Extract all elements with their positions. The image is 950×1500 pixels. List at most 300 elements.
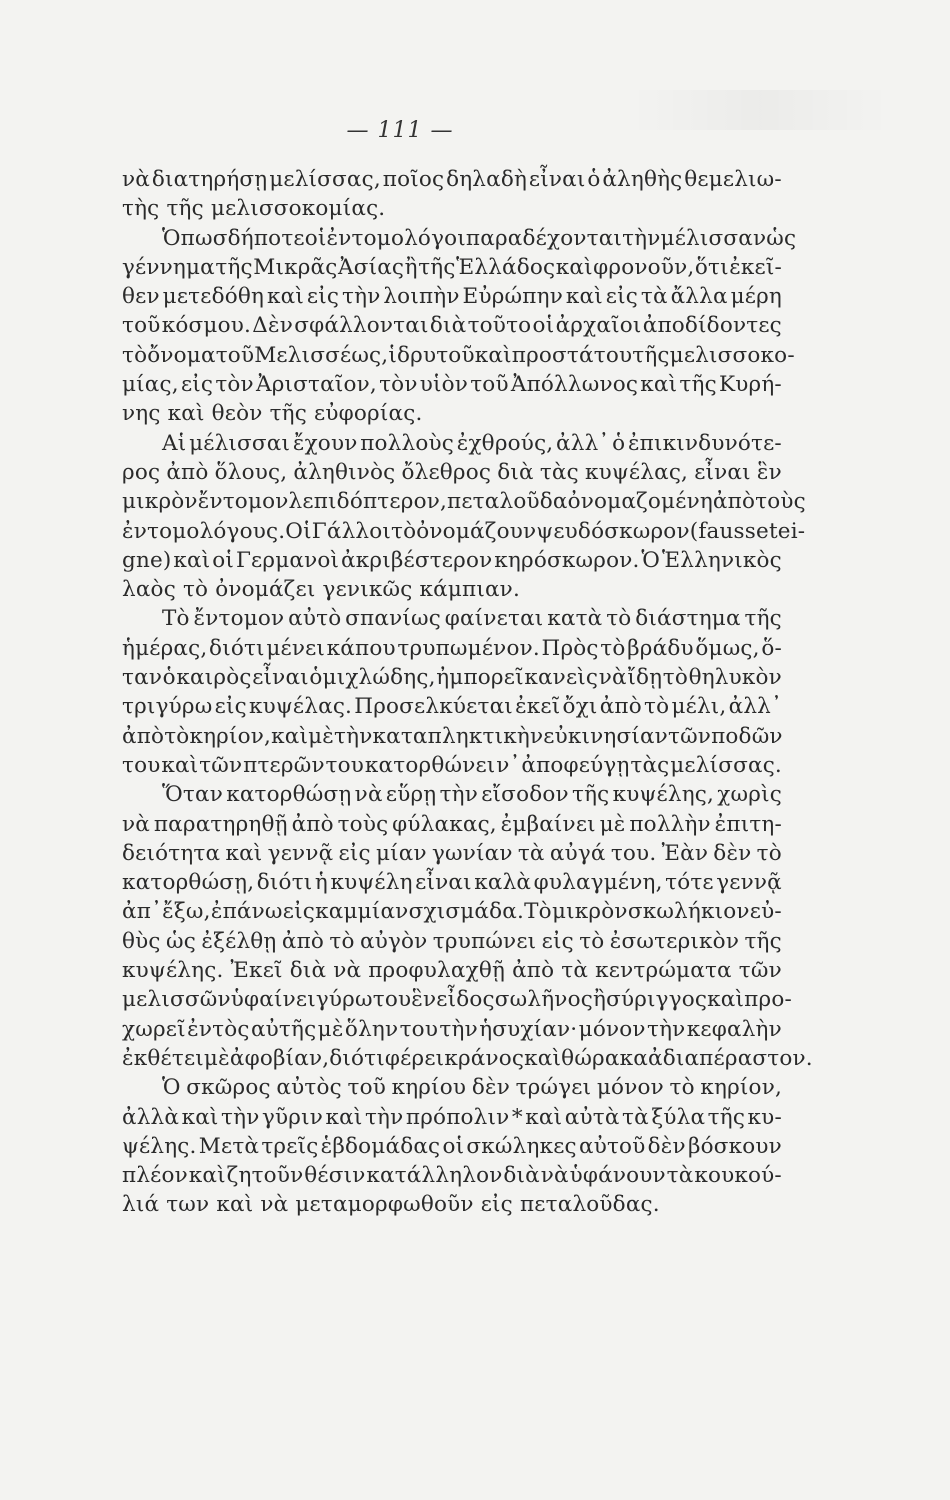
word: τὰ [561, 958, 589, 984]
word: κηρίου [391, 1075, 467, 1101]
word: σύριγγος [606, 987, 708, 1013]
text-line [122, 634, 782, 663]
word: ὁ [612, 430, 626, 456]
word: τοῦ [122, 313, 161, 339]
word: τὸν [215, 372, 254, 398]
word: ἀλλ᾽ [728, 694, 782, 720]
word: νὰ [122, 811, 150, 837]
text-line [122, 224, 797, 253]
word: κυψέλας. [248, 694, 353, 720]
word: ὑφαίνει [230, 987, 316, 1013]
word: νὰ [598, 665, 627, 691]
word: τὸ [600, 635, 626, 661]
word: ποῖος [382, 167, 445, 192]
word: μέλισσαι [189, 430, 291, 456]
word: τῆς [571, 782, 610, 808]
text-line [122, 370, 782, 399]
word: πτερῶν [243, 752, 325, 778]
word: σωλῆνος [494, 987, 593, 1013]
word: θεμελιω- [684, 167, 782, 192]
word: ἀπὸ [291, 811, 334, 837]
word: του [399, 1016, 439, 1042]
word: κατὰ [547, 606, 603, 632]
word: ἀποφεύγῃ [521, 752, 630, 778]
word: ἀπὸ [512, 958, 555, 984]
text-line [122, 927, 782, 956]
word: μίαν [375, 840, 427, 866]
word: ἀπὸ [281, 928, 325, 954]
word: οἱ [304, 225, 327, 251]
page-number: — 111 — [346, 118, 454, 143]
word: ἐξέλθῃ [201, 928, 277, 954]
word: προστάτου [511, 342, 633, 368]
word: ἱδρυτοῦ [388, 342, 475, 368]
word: καλὰ [474, 870, 532, 896]
word: τρώγει [515, 1075, 592, 1101]
word: σκῶρος [186, 1075, 271, 1101]
word: ἐντομολόγους. [122, 518, 286, 544]
word: τοῦ [347, 1075, 386, 1101]
word: Προσελκύεται [354, 694, 513, 720]
text-line [122, 839, 782, 868]
word: τὴν [334, 723, 373, 749]
word: φυλαγμένη, [533, 870, 663, 896]
text-line [122, 1161, 782, 1190]
word: ἔξω, [162, 899, 211, 925]
word: εὐ- [749, 899, 782, 925]
word: καμμίαν [315, 899, 409, 925]
word: καιρὸς [176, 665, 252, 691]
word: φέρει [384, 1045, 445, 1071]
word: καταπληκτικὴν [372, 723, 544, 749]
text-line [122, 253, 782, 282]
word: καὶ [225, 840, 263, 866]
text-line [122, 282, 782, 311]
word: διὰ [289, 958, 327, 984]
word: Κυρή- [718, 372, 782, 398]
text-line [122, 751, 782, 780]
word: ἡ [314, 870, 328, 896]
word: μέλι, [671, 694, 727, 720]
text-line [122, 575, 782, 604]
word: κηρίον, [700, 1075, 782, 1101]
word: διατηρήσῃ [151, 167, 268, 192]
word: ἐπάνω [210, 899, 283, 925]
word: διὰ [497, 459, 534, 485]
word: κατορθώνει [364, 752, 496, 778]
word: πεταλοῦδα [447, 489, 568, 515]
word: ἀλλ᾽ [556, 430, 610, 456]
word: ἐντομολόγοι [326, 225, 466, 251]
word: ὄχι [562, 694, 598, 720]
word: ταν [122, 665, 163, 691]
word: αὐγά [549, 840, 606, 866]
word: τὸ [662, 665, 688, 691]
word: τοῦτο [467, 313, 532, 339]
word: Ἐὰν [661, 840, 709, 866]
word: τῶν [199, 752, 243, 778]
word: (fausse [689, 518, 769, 544]
word: αὐτῆς [250, 1016, 317, 1042]
word: ἀπὸ [122, 723, 165, 749]
word: ὄλεθρος [401, 459, 492, 485]
word: βράδυ [627, 635, 694, 661]
word: τῶν [667, 723, 712, 749]
word: τὸ [391, 518, 417, 544]
word: ὄνομα [147, 342, 216, 368]
word: τὸ [122, 342, 148, 368]
word: Δὲν [252, 313, 293, 339]
text-line [122, 194, 782, 223]
word: καὶ [325, 1104, 363, 1130]
word: εἰς [541, 928, 574, 954]
word: τὰ [640, 284, 668, 310]
word: κόσμου. [161, 313, 252, 339]
word: γῦριν [261, 1104, 324, 1130]
word: ἐχθρούς, [456, 430, 554, 456]
word: τὴν [342, 284, 381, 310]
word: αὐτὸ [288, 606, 342, 632]
word: ἀλλὰ [122, 1104, 180, 1130]
word: δὲν [713, 840, 752, 866]
word: ἐκεῖ [515, 694, 561, 720]
word: μίας, [122, 372, 179, 398]
word: κάπου [326, 635, 396, 661]
word: χωρὶς [717, 782, 782, 808]
word: καὶ [640, 372, 678, 398]
word: φύλακας, [392, 811, 497, 837]
word: τοὺς [337, 811, 389, 837]
word: ποδῶν [711, 723, 783, 749]
word: γεννᾷ [267, 840, 334, 866]
word: κεντρώματα [595, 958, 732, 984]
word: τὸ [644, 694, 670, 720]
word: διότι [256, 870, 313, 896]
word: κυ- [747, 1104, 782, 1130]
word: ἐκθέτει [122, 1045, 204, 1071]
word: ἢ [404, 254, 418, 280]
word: ἴδῃ [627, 665, 663, 691]
text-line [122, 780, 782, 809]
word: Ἐκεῖ [230, 958, 283, 984]
word: τὸν [379, 372, 418, 398]
word: τῆς [418, 254, 456, 280]
word: καὶ [161, 752, 199, 778]
word: τῆς [632, 342, 670, 368]
word: τῆς [707, 1104, 746, 1130]
word: νὰ [122, 167, 150, 192]
word: καὶ [555, 254, 593, 280]
word: ἀληθινὸς [293, 459, 396, 485]
word: ὑφάνουν [569, 1163, 666, 1189]
word: αὐγὸν [359, 928, 428, 954]
text-line [122, 722, 782, 751]
word: πολλοὺς [360, 430, 454, 456]
word: ἄλλα [670, 284, 728, 310]
text-line [122, 1044, 813, 1073]
word: ἐμβαίνει [500, 811, 596, 837]
word: τριγύρω [122, 694, 213, 720]
word: ἀπὸ [166, 459, 209, 485]
word: ὅμως, [695, 635, 760, 661]
word: τὰ [622, 1104, 649, 1130]
text-line [122, 429, 782, 458]
word: Εὐρώπην [462, 284, 563, 310]
word: αὐτὸς [276, 1075, 342, 1101]
word: μόνον [596, 1075, 664, 1101]
word: ἀπ᾽ [122, 899, 162, 925]
word: μελίσσας, [269, 167, 381, 192]
text-line [122, 897, 782, 926]
word: Τὸ [162, 606, 190, 632]
word: τὸ [606, 606, 632, 632]
word: θὺς [122, 928, 161, 954]
word: κεφαλὴν [686, 1016, 782, 1042]
word: ἔντομον [197, 489, 289, 515]
word: ἓν [411, 987, 437, 1013]
word: θέσιν [304, 1163, 366, 1189]
word: μελίσσας. [670, 752, 782, 778]
word: σκωλήκιον [627, 899, 750, 925]
word: κατορθώσῃ [226, 782, 352, 808]
word: ἀφοβίαν, [229, 1045, 330, 1071]
word: τῶν [738, 958, 782, 984]
word: ρος [122, 459, 161, 485]
word: ψευδόσκωρον [536, 518, 690, 544]
word: ξύλα [651, 1104, 706, 1130]
word: εὕρῃ [385, 782, 437, 808]
word: μὲ [203, 1045, 230, 1071]
text-line [122, 1103, 782, 1132]
word: Ἀρισταῖον, [255, 372, 377, 398]
word: τὸ [579, 928, 605, 954]
body-text [122, 165, 813, 1220]
word: σφάλλονται [294, 313, 429, 339]
word: χωρεῖ [122, 1016, 186, 1042]
word: ἐπικινδυνότε- [627, 430, 782, 456]
word: φρονοῦν, [593, 254, 695, 280]
word: ὁ [587, 167, 601, 192]
line-text: νης καὶ θεὸν τῆς εὐφορίας. [122, 401, 423, 427]
word: Ὁπωσδήποτε [162, 225, 305, 251]
text-line [122, 399, 782, 428]
line-text: λαὸς τὸ ὀνομάζει γενικῶς κάμπιαν. [122, 577, 520, 603]
word: του. [610, 840, 657, 866]
word: τῆς [744, 928, 782, 954]
word: τρυπώνει [432, 928, 537, 954]
word: τὰς [539, 459, 579, 485]
word: Ὁ [641, 547, 661, 573]
word: μικρὸν [122, 489, 198, 515]
word: διότι [329, 1045, 385, 1071]
word: καὶ [707, 987, 745, 1013]
text-line [122, 1015, 782, 1044]
word: κηρόσκωρον. [494, 547, 640, 573]
word: tei- [768, 518, 806, 544]
text-line [122, 546, 782, 575]
text-line [122, 604, 782, 633]
word: καὶ [271, 723, 309, 749]
word: Αἱ [162, 430, 187, 456]
text-line [122, 1190, 782, 1219]
word: δὲν [647, 1133, 686, 1159]
word: ἀπὸ [599, 694, 642, 720]
word: διὰ [503, 1163, 540, 1189]
word: καὶ [181, 1104, 219, 1130]
word: οἱ [212, 547, 235, 573]
text-line [122, 311, 782, 340]
word: εὐκινησίαν [543, 723, 668, 749]
word: τὴν [622, 225, 661, 251]
text-line [122, 810, 782, 839]
word: νὰ [333, 958, 362, 984]
word: Μετὰ [198, 1133, 260, 1159]
word: μέλισσαν [660, 225, 767, 251]
word: του [122, 752, 161, 778]
word: εἴσοδον [481, 782, 569, 808]
word: Ὁ [162, 1075, 181, 1101]
word: Πρὸς [541, 635, 599, 661]
word: θεν [122, 284, 160, 310]
word: μέρη [730, 284, 782, 310]
word: εἰς [306, 284, 340, 310]
word: εἶναι [528, 167, 586, 192]
word: μένει [266, 635, 326, 661]
word: τὴν [646, 1016, 686, 1042]
word: κράνος [444, 1045, 525, 1071]
word: γύρω [315, 987, 373, 1013]
word: ἔχουν [292, 430, 358, 456]
word: τῆς [744, 606, 782, 632]
word: Μελισσέως, [254, 342, 389, 368]
word: ἑβδομάδας [320, 1133, 441, 1159]
word: κυψέλης, [612, 782, 715, 808]
text-line [122, 868, 782, 897]
word: οἱ [532, 313, 555, 339]
word: Γερμανοὶ [235, 547, 340, 573]
word: παραδέχονται [465, 225, 623, 251]
word: μὲ [317, 1016, 344, 1042]
word: τοὺς [755, 489, 806, 515]
word: αὐτὰ [564, 1104, 620, 1130]
word: τὸ [164, 723, 190, 749]
word: ἐσωτερικὸν [609, 928, 740, 954]
text-line [122, 1073, 782, 1102]
word: τρυπωμένον. [397, 635, 540, 661]
word: τῆς [215, 254, 253, 280]
word: δειότητα [122, 840, 221, 866]
word: μὲ [308, 723, 335, 749]
word: καὶ [474, 342, 512, 368]
word: γωνίαν [431, 840, 513, 866]
word: εἰς [180, 372, 214, 398]
word: θηλυκὸν [688, 665, 782, 691]
word: του [325, 752, 365, 778]
word: μετεδόθη [162, 284, 265, 310]
word: προ- [744, 987, 792, 1013]
word: γέννημα [122, 254, 215, 280]
word: ὅ- [761, 635, 782, 661]
word: θώρακα [561, 1045, 648, 1071]
text-line [122, 663, 782, 692]
word: γεννᾷ [716, 870, 782, 896]
word: κουκού- [694, 1163, 782, 1189]
word: τοῦ [215, 342, 255, 368]
word: τὸ [329, 928, 355, 954]
word: εἶναι [252, 665, 309, 691]
word: ἢ [592, 987, 607, 1013]
word: τὸ [756, 840, 782, 866]
word: ὁ [162, 665, 176, 691]
word: υἱὸν [419, 372, 469, 398]
word: Ὅταν [162, 782, 224, 808]
word: εἰς [282, 899, 315, 925]
word: νὰ [354, 782, 383, 808]
text-line [122, 517, 806, 546]
word: ἡσυχίαν· [479, 1016, 578, 1042]
word: ὀνομάζουν [416, 518, 537, 544]
word: ἐκεῖ- [729, 254, 782, 280]
word: Μικρᾶς [253, 254, 338, 280]
word: ἠμπορεῖ [436, 665, 524, 691]
word: προφυλαχθῇ [368, 958, 506, 984]
word: εἰς [214, 694, 247, 720]
word: ὁμιχλώδης, [309, 665, 436, 691]
word: ζητοῦν [226, 1163, 304, 1189]
word: εἰς [605, 284, 638, 310]
word: σπανίως [345, 606, 441, 632]
word: φαίνεται [444, 606, 544, 632]
word: κυψέλας, [584, 459, 689, 485]
word: ἀδιαπέραστον. [647, 1045, 813, 1071]
word: ὅλην [344, 1016, 399, 1042]
word: νὰ [540, 1163, 569, 1189]
word: τὴν [221, 1104, 260, 1130]
line-text: λιά των καὶ νὰ μεταμορφωθοῦν εἰς πεταλοῦδας. [122, 1192, 660, 1218]
word: Ἑλληνικὸς [661, 547, 782, 573]
word: καὶ [565, 284, 603, 310]
word: καὶ [188, 1163, 226, 1189]
word: Ἀσίας [337, 254, 405, 280]
word: μόνον [578, 1016, 646, 1042]
word: ἓν [756, 459, 782, 485]
line-text: τὴς τῆς μελισσοκομίας. [122, 196, 386, 222]
word: Ἑλλάδος [456, 254, 556, 280]
text-line [122, 165, 782, 194]
word: ἀπὸ [712, 489, 756, 515]
word: ἐντὸς [187, 1016, 250, 1042]
word: πλέον [122, 1163, 188, 1189]
word: καὶ [524, 1045, 562, 1071]
word: σχισμάδα. [408, 899, 524, 925]
word: Οἱ [285, 518, 312, 544]
word: πρόπολιν [405, 1104, 510, 1130]
word: διότι [209, 635, 265, 661]
word: κανεὶς [524, 665, 599, 691]
word: ψέλης. [122, 1133, 197, 1159]
word: σκώληκες [466, 1133, 577, 1159]
word: τὴν [364, 1104, 404, 1130]
word: λεπιδόπτερον, [288, 489, 448, 515]
text-line [122, 341, 795, 370]
word: εἶδος [436, 987, 495, 1013]
word: δηλαδὴ [446, 167, 528, 192]
word: * [511, 1104, 523, 1130]
word: καὶ [267, 284, 305, 310]
word: αὐτοῦ [578, 1133, 646, 1159]
word: Ἀπόλλωνος [510, 372, 639, 398]
word: διάστημα [635, 606, 741, 632]
